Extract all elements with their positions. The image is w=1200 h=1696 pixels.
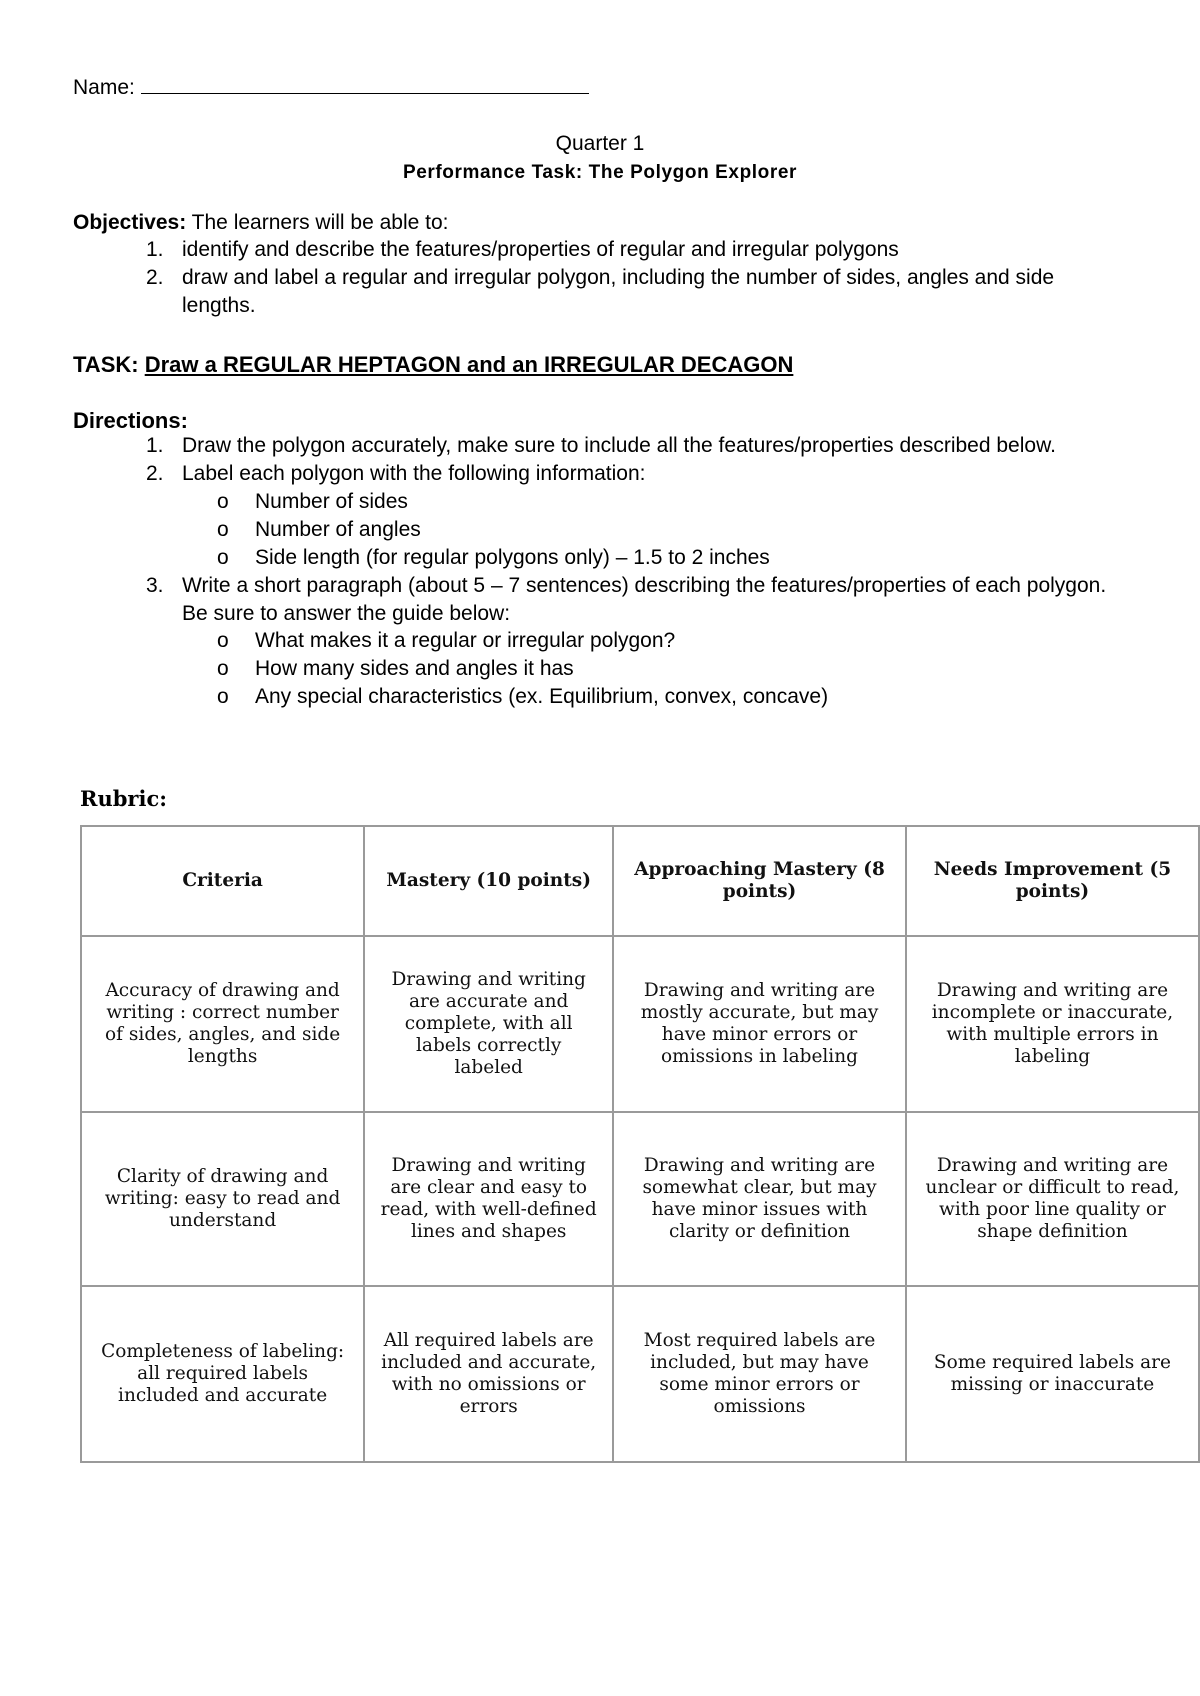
objectives-intro: The learners will be able to:	[186, 211, 449, 234]
name-blank-line[interactable]	[141, 76, 589, 94]
task-label: TASK:	[73, 352, 145, 377]
name-field	[73, 74, 589, 102]
sub-list-item: o Number of sides	[217, 489, 408, 513]
header-mastery: Mastery (10 points)	[364, 826, 613, 936]
sub-list-item: o Number of angles	[217, 517, 421, 541]
list-item: 3. Write a short paragraph (about 5 – 7 sentences) describing the features/properties of each polygon. Be sure to answer the guide below: o What makes it a regular or irregular polygon? o How many sides and angles it has o Any special characteristics (ex. Equilibrium, convex, concave)	[182, 572, 1127, 712]
objectives-list	[146, 236, 1112, 320]
label-info-sublist	[182, 488, 1127, 572]
table-cell: Drawing and writing are accurate and complete, with all labels correctly labeled	[364, 936, 613, 1112]
sub-list-item: o How many sides and angles it has	[217, 657, 574, 681]
list-item: 1. Draw the polygon accurately, make sure to include all the features/properties described below.	[146, 434, 1056, 457]
table-cell: Accuracy of drawing and writing : correct number of sides, angles, and side lengths	[81, 936, 364, 1112]
list-item: 2. Label each polygon with the following information: o Number of sides o Number of angles o Side length (for regular polygons only) – 1.5 to 2 inches	[182, 460, 1127, 572]
header-approaching: Approaching Mastery (8 points)	[613, 826, 906, 936]
table-cell: Drawing and writing are clear and easy to read, with well-defined lines and shapes	[364, 1112, 613, 1286]
task-statement	[73, 350, 793, 379]
list-item: 1. identify and describe the features/properties of regular and irregular polygons	[146, 238, 899, 261]
rubric-heading: Rubric:	[80, 786, 167, 811]
list-item: 2. draw and label a regular and irregular polygon, including the number of sides, angles and side lengths.	[146, 265, 1055, 317]
table-cell: Some required labels are missing or inaccurate	[906, 1286, 1199, 1462]
table-cell: Drawing and writing are somewhat clear, but may have minor issues with clarity or definition	[613, 1112, 906, 1286]
table-cell: Completeness of labeling: all required labels included and accurate	[81, 1286, 364, 1462]
task-text: Draw a REGULAR HEPTAGON and an IRREGULAR DECAGON	[144, 352, 794, 377]
table-cell: Drawing and writing are unclear or difficult to read, with poor line quality or shape definition	[906, 1112, 1199, 1286]
guide-sublist	[182, 627, 1127, 711]
sub-list-item: o Any special characteristics (ex. Equilibrium, convex, concave)	[217, 685, 829, 709]
objectives-heading	[73, 209, 448, 237]
objectives-label: Objectives:	[73, 211, 187, 234]
header-needs-improvement: Needs Improvement (5 points)	[906, 826, 1199, 936]
table-row	[81, 1112, 1199, 1286]
table-cell: All required labels are included and accurate, with no omissions or errors	[364, 1286, 613, 1462]
table-row	[81, 1286, 1199, 1462]
directions-list	[146, 432, 1127, 711]
table-cell: Most required labels are included, but may have some minor errors or omissions	[613, 1286, 906, 1462]
header-criteria: Criteria	[81, 826, 364, 936]
table-header-row	[81, 826, 1199, 936]
sub-list-item: o Side length (for regular polygons only) – 1.5 to 2 inches	[217, 545, 770, 569]
quarter-heading: Quarter 1	[555, 132, 645, 155]
task-title: Performance Task: The Polygon Explorer	[402, 162, 798, 183]
directions-heading: Directions:	[73, 408, 188, 433]
name-label: Name:	[73, 76, 135, 99]
table-row	[81, 936, 1199, 1112]
rubric-table	[80, 825, 1200, 1463]
sub-list-item: o What makes it a regular or irregular polygon?	[217, 629, 676, 653]
table-cell: Clarity of drawing and writing: easy to read and understand	[81, 1112, 364, 1286]
table-cell: Drawing and writing are incomplete or inaccurate, with multiple errors in labeling	[906, 936, 1199, 1112]
table-cell: Drawing and writing are mostly accurate, but may have minor errors or omissions in labeling	[613, 936, 906, 1112]
